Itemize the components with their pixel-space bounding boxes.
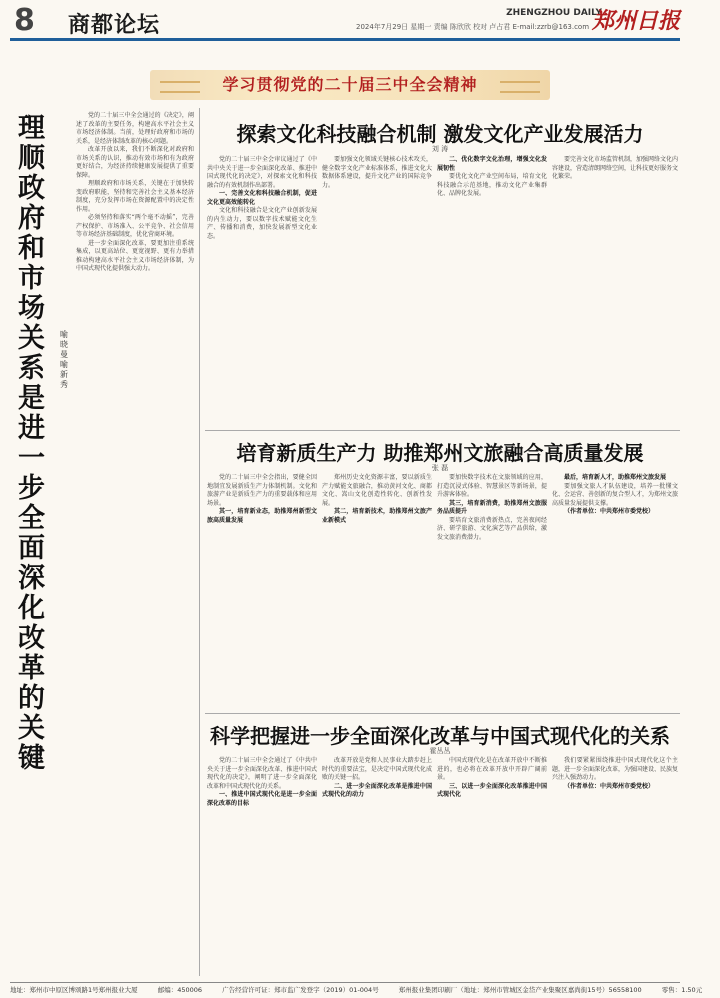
footer-printer: 郑州报业集团印刷厂（地址：郑州市管城区金岱产业集聚区嘉尚街15号）56558100: [398, 986, 642, 994]
article1-headline: 探索文化科技融合机制 激发文化产业发展活力: [236, 122, 644, 146]
article2-column-2: [322, 474, 432, 708]
column-divider: [199, 108, 200, 976]
article3-column-2: [322, 757, 432, 975]
paragraph: 改革开放是党和人民事业大踏步赶上时代的重要法宝，是决定中国式现代化成败的关键一招。: [322, 757, 432, 781]
paragraph: 要加强文旅人才队伍建设，培养一批懂文化、会运营、善创新的复合型人才，为郑州文旅高质量发展提供支撑。: [552, 482, 679, 507]
footer-address: 地址：郑州市中原区博颂路1号郑州报业大厦: [10, 986, 138, 994]
paragraph: 郑州历史文化资源丰富，要以新质生产力赋能文旅融合，推动黄河文化、商都文化、嵩山文化创造性转化、创新性发展。: [322, 474, 432, 507]
article3-byline: 霍丛丛: [429, 747, 451, 755]
paragraph: 党的二十届三中全会通过的《决定》，阐述了改革的主要任务，构建高水平社会主义市场经济体制。当前，处理好政府和市场的关系，是经济体制改革的核心问题。: [76, 112, 194, 145]
paragraph: 必须坚持和落实“两个毫不动摇”，完善产权保护、市场准入、公平竞争、社会信用等市场经济基础制度，优化营商环境。: [76, 214, 194, 238]
page-number: 8: [14, 3, 35, 38]
masthead: [0, 0, 690, 58]
paragraph: 文化和科技融合是文化产业创新发展的内生动力，要以数字技术赋能文化生产、传播和消费，加快发展新型文化业态。: [207, 207, 317, 240]
left-article-author: 喻晓曼 喻新秀: [60, 330, 68, 389]
footer-price: 零售：1.50元: [661, 986, 703, 994]
paper-name-english: ZHENGZHOU DAILY: [506, 8, 602, 18]
paragraph: 要培育文旅消费新热点，完善夜间经济、研学旅游、文化演艺等产品供给，激发文旅消费潜力。: [437, 516, 547, 541]
subheading: 三、以进一步全面深化改革推进中国式现代化: [437, 782, 547, 798]
article3-headline: 科学把握进一步全面深化改革与中国式现代化的关系: [210, 724, 670, 748]
article1-column-4: [552, 156, 678, 426]
article1-column-2: [322, 156, 432, 426]
subheading: 一、完善文化和科技融合机制，促进文化更高效能转化: [207, 190, 317, 206]
article2-column-1: [207, 474, 317, 708]
article1-byline: 刘 涛: [431, 145, 449, 153]
subheading: 其三，培育新消费，助推郑州文旅服务品质提升: [437, 499, 547, 515]
article3-column-4: [552, 757, 678, 975]
paper-logo: 郑州日报: [591, 8, 680, 34]
topic-banner: [150, 70, 550, 100]
article2-column-4: [552, 474, 678, 708]
footer-license: 广告经营许可证：郑市监广发登字（2019）01-004号: [222, 986, 379, 994]
author-note: （作者单位：中共郑州市委党校）: [564, 508, 655, 515]
paragraph: 我们要紧紧围绕推进中国式现代化这个主题，进一步全面深化改革，为强国建设、民族复兴注入强劲动力。: [552, 757, 679, 781]
subheading: 其一，培育新业态，助推郑州新型文旅高质量发展: [207, 508, 317, 524]
paragraph: 党的二十届三中全会通过了《中共中央关于进一步全面深化改革、推进中国式现代化的决定》，阐明了进一步全面深化改革和中国式现代化的关系。: [207, 757, 317, 790]
article1-column-1: [207, 156, 317, 426]
subheading: 其二，培育新技术，助推郑州文旅产业新模式: [322, 508, 432, 524]
article2-column-3: [437, 474, 547, 708]
banner-title: 学习贯彻党的二十届三中全会精神: [222, 75, 478, 94]
masthead-rule: [10, 38, 680, 41]
subheading: 最后，培育新人才，助推郑州文旅发展: [564, 474, 667, 481]
left-article-title: 理顺政府和市场关系是进一步全面深化改革的关键: [18, 113, 45, 774]
paragraph: 改革开放以来，我们不断深化对政府和市场关系的认识，推动有效市场和有为政府更好结合，为经济持续健康发展提供了重要保障。: [76, 146, 194, 179]
author-note: （作者单位：中共郑州市委党校）: [564, 782, 655, 790]
section-name: 商都论坛: [68, 13, 161, 38]
article3-column-1: [207, 757, 317, 975]
article2-headline: 培育新质生产力 助推郑州文旅融合高质量发展: [236, 441, 644, 465]
page-footer: [10, 982, 703, 994]
paragraph: 进一步全面深化改革，要更加注重系统集成，以更高站位、更宽视野、更有力举措推动构建高水平社会主义市场经济体制，为中国式现代化提供强大动力。: [76, 239, 194, 272]
article3-column-3: [437, 757, 547, 975]
subheading: 二、进一步全面深化改革是推进中国式现代化的动力: [322, 782, 432, 798]
subheading: 二、优化数字文化治理，增强文化发展韧性: [437, 156, 547, 172]
paragraph: 要优化文化产业空间布局，培育文化科技融合示范基地，推动文化产业集群化、品牌化发展。: [437, 173, 547, 197]
article1-column-3: [437, 156, 547, 426]
paragraph: 要加强文化领域关键核心技术攻关，健全数字文化产业标准体系，推进文化大数据体系建设，提升文化产业的国际竞争力。: [322, 156, 432, 189]
left-article-body: [76, 112, 194, 972]
subheading: 一、推进中国式现代化是进一步全面深化改革的目标: [207, 791, 317, 807]
article2-byline: 张 磊: [431, 464, 449, 472]
paragraph: 党的二十届三中全会指出，要健全因地制宜发展新质生产力体制机制。文化和旅游产业是新质生产力的重要载体和应用场景。: [207, 474, 317, 507]
paragraph: 党的二十届三中全会审议通过了《中共中央关于进一步全面深化改革、推进中国式现代化的决定》，对探索文化和科技融合的有效机制作出部署。: [207, 156, 317, 189]
paragraph: 理顺政府和市场关系，关键在于加快转变政府职能，坚持和完善社会主义基本经济制度，充分发挥市场在资源配置中的决定性作用。: [76, 180, 194, 213]
section-divider: [205, 430, 680, 431]
paragraph: 要完善文化市场监管机制，加强网络文化内容建设，营造清朗网络空间，让科技更好服务文化繁荣。: [552, 156, 679, 180]
footer-postcode: 邮编：450006: [157, 986, 203, 994]
section-divider: [205, 713, 680, 714]
paragraph: 要加快数字技术在文旅领域的应用，打造沉浸式体验、智慧景区等新场景，提升游客体验。: [437, 474, 547, 498]
paragraph: 中国式现代化是在改革开放中不断推进的，也必将在改革开放中开辟广阔前景。: [437, 757, 547, 781]
date-line: 2024年7月29日 星期一 责编 陈欣欣 校对 卢占君 E-mail:zzrb@163.com: [356, 23, 590, 31]
